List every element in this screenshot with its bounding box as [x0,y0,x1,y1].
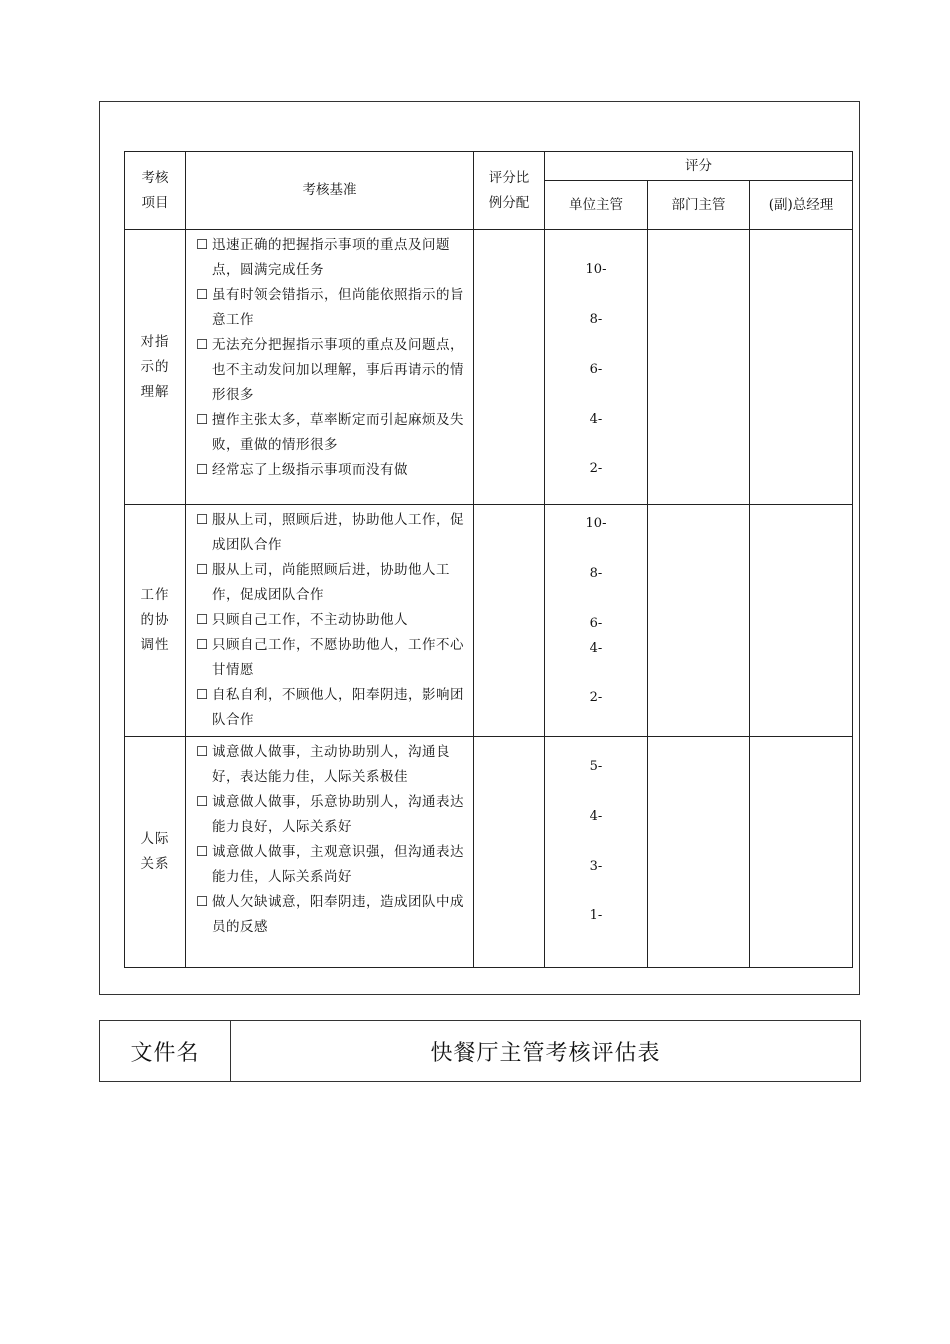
criteria-item [196,633,467,683]
section-criteria [186,737,474,968]
criteria-text: 服从上司，照顾后进，协助他人工作，促成团队合作 [212,512,464,553]
checkbox-icon[interactable]: ☐ [196,512,209,528]
unit-supervisor-score-cell[interactable] [545,737,648,968]
checkbox-icon[interactable]: ☐ [196,794,209,810]
score-option: 1- [589,908,603,923]
score-option: 5- [589,759,603,774]
checkbox-icon[interactable]: ☐ [196,462,209,478]
header-evaluator-unit: 单位主管 [545,181,648,230]
checkbox-icon[interactable]: ☐ [196,894,209,910]
checkbox-icon[interactable]: ☐ [196,844,209,860]
document-footer [99,1020,861,1082]
criteria-text: 自私自利，不顾他人，阳奉阴违，影响团队合作 [212,687,464,728]
criteria-text: 只顾自己工作，不主动协助他人 [212,612,408,628]
criteria-item [196,683,467,733]
score-option: 2- [589,690,603,705]
section-row [125,230,853,505]
section-item-label: 对指 示的 理解 [125,230,186,505]
criteria-text: 诚意做人做事，主观意识强，但沟通表达能力佳，人际关系尚好 [212,844,464,885]
criteria-text: 迅速正确的把握指示事项的重点及问题点，圆满完成任务 [212,237,450,278]
score-option: 8- [589,312,603,327]
score-option: 10- [585,262,607,277]
checkbox-icon[interactable]: ☐ [196,612,209,628]
section-criteria [186,230,474,505]
checkbox-icon[interactable]: ☐ [196,237,209,253]
dept-supervisor-score-cell[interactable] [648,737,750,968]
ratio-cell[interactable] [474,737,545,968]
checkbox-icon[interactable]: ☐ [196,412,209,428]
file-name-label: 文件名 [100,1021,231,1081]
header-item: 考核 项目 [125,152,186,230]
unit-supervisor-score-cell[interactable] [545,230,648,505]
criteria-text: 诚意做人做事，主动协助别人，沟通良好，表达能力佳，人际关系极佳 [212,744,450,785]
general-manager-score-cell[interactable] [750,737,853,968]
criteria-item [196,740,467,790]
criteria-text: 服从上司，尚能照顾后进，协助他人工作，促成团队合作 [212,562,450,603]
file-name-value: 快餐厅主管考核评估表 [430,1040,661,1066]
checkbox-icon[interactable]: ☐ [196,637,209,653]
criteria-text: 无法充分把握指示事项的重点及问题点，也不主动发问加以理解，事后再请示的情形很多 [212,337,464,403]
score-option: 6- [589,362,603,377]
score-option: 4- [589,641,603,656]
criteria-item [196,558,467,608]
general-manager-score-cell[interactable] [750,505,853,737]
evaluation-table [124,151,853,968]
criteria-item [196,333,467,408]
criteria-item [196,408,467,458]
section-row [125,737,853,968]
section-item-label: 工作 的协 调性 [125,505,186,737]
criteria-item [196,840,467,890]
section-item-label: 人际 关系 [125,737,186,968]
criteria-item [196,608,467,633]
checkbox-icon[interactable]: ☐ [196,687,209,703]
score-option: 4- [589,809,603,824]
checkbox-icon[interactable]: ☐ [196,287,209,303]
header-evaluator-gm: (副)总经理 [750,181,853,230]
score-option: 10- [585,516,607,531]
criteria-item [196,890,467,940]
checkbox-icon[interactable]: ☐ [196,562,209,578]
header-score: 评分 [545,152,853,181]
criteria-text: 诚意做人做事，乐意协助别人，沟通表达能力良好，人际关系好 [212,794,464,835]
header-evaluator-dept: 部门主管 [648,181,750,230]
header-criteria: 考核基准 [186,152,474,230]
criteria-text: 只顾自己工作，不愿协助他人，工作不心甘情愿 [212,637,464,678]
header-ratio: 评分比 例分配 [474,152,545,230]
criteria-text: 擅作主张太多，草率断定而引起麻烦及失败，重做的情形很多 [212,412,464,453]
criteria-item [196,283,467,333]
score-option: 3- [589,859,603,874]
dept-supervisor-score-cell[interactable] [648,230,750,505]
score-option: 8- [589,566,603,581]
criteria-item [196,790,467,840]
criteria-text: 经常忘了上级指示事项而没有做 [212,462,408,478]
criteria-text: 做人欠缺诚意，阳奉阴违，造成团队中成员的反感 [212,894,464,935]
ratio-cell[interactable] [474,230,545,505]
score-option: 6- [589,616,603,631]
general-manager-score-cell[interactable] [750,230,853,505]
section-row [125,505,853,737]
checkbox-icon[interactable]: ☐ [196,337,209,353]
checkbox-icon[interactable]: ☐ [196,744,209,760]
criteria-text: 虽有时领会错指示，但尚能依照指示的旨意工作 [212,287,464,328]
criteria-item [196,508,467,558]
score-option: 2- [589,461,603,476]
dept-supervisor-score-cell[interactable] [648,505,750,737]
ratio-cell[interactable] [474,505,545,737]
unit-supervisor-score-cell[interactable] [545,505,648,737]
section-criteria [186,505,474,737]
criteria-item [196,458,467,483]
score-option: 4- [589,412,603,427]
criteria-item [196,233,467,283]
